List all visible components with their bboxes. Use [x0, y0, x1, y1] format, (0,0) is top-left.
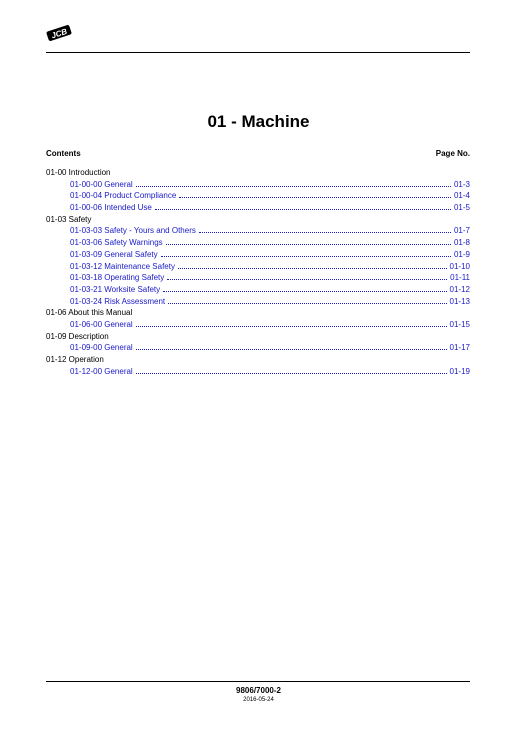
toc-entry-page: 01-5 — [453, 203, 470, 213]
toc-entry-page: 01-3 — [453, 179, 470, 189]
toc-entry-label: 01-03-21 Worksite Safety — [70, 284, 161, 294]
toc-entry-page: 01-7 — [453, 226, 470, 236]
toc-entry-label: 01-00-04 Product Compliance — [70, 191, 177, 201]
toc-entry-link[interactable] — [46, 296, 470, 308]
toc-entry-link[interactable] — [46, 319, 470, 331]
toc-section-heading: 01-12 Operation — [46, 355, 104, 364]
page-title: 01 - Machine — [207, 112, 310, 131]
toc-entry-page: 01-10 — [449, 261, 470, 271]
toc-section-heading: 01-00 Introduction — [46, 168, 111, 177]
dot-leader — [136, 179, 451, 187]
header-rule — [46, 52, 470, 53]
toc-entry-page: 01-17 — [449, 343, 470, 353]
dot-leader — [178, 261, 447, 269]
toc-entry-label: 01-03-12 Maintenance Safety — [70, 261, 175, 271]
table-of-contents — [46, 167, 470, 377]
toc-entry-label: 01-03-18 Operating Safety — [70, 273, 165, 283]
toc-entry-link[interactable] — [46, 225, 470, 237]
toc-entry-page: 01-13 — [449, 296, 470, 306]
dot-leader — [179, 190, 451, 198]
dot-leader — [136, 319, 447, 327]
toc-entry-page: 01-12 — [449, 284, 470, 294]
toc-entry-label: 01-06-00 General — [70, 319, 133, 329]
dot-leader — [161, 249, 451, 257]
toc-entry-label: 01-03-03 Safety - Yours and Others — [70, 226, 196, 236]
toc-entry-link[interactable] — [46, 190, 470, 202]
toc-entry-label: 01-03-06 Safety Warnings — [70, 238, 163, 248]
svg-text:JCB: JCB — [50, 26, 69, 41]
toc-entry-link[interactable] — [46, 249, 470, 261]
toc-entry-label: 01-09-00 General — [70, 343, 133, 353]
document-number: 9806/7000-2 — [236, 686, 281, 695]
dot-leader — [136, 366, 447, 374]
toc-entry-label: 01-03-09 General Safety — [70, 249, 158, 259]
toc-entry-label: 01-12-00 General — [70, 366, 133, 376]
toc-entry-page: 01-15 — [449, 319, 470, 329]
toc-entry-link[interactable] — [46, 284, 470, 296]
toc-entry-link[interactable] — [46, 202, 470, 214]
toc-entry-label: 01-00-06 Intended Use — [70, 203, 152, 213]
dot-leader — [199, 225, 451, 233]
toc-entry-page: 01-9 — [453, 249, 470, 259]
toc-section-heading: 01-06 About this Manual — [46, 308, 133, 318]
page-no-heading: Page No. — [435, 149, 470, 158]
toc-entry-link[interactable] — [46, 261, 470, 273]
dot-leader — [166, 237, 451, 245]
toc-entry-page: 01-11 — [450, 273, 470, 283]
dot-leader — [155, 202, 451, 210]
toc-section-heading: 01-09 Description — [46, 331, 109, 341]
toc-entry-link[interactable] — [46, 237, 470, 249]
dot-leader — [136, 342, 447, 350]
dot-leader — [163, 284, 446, 292]
contents-heading: Contents — [46, 149, 81, 158]
toc-entry-label: 01-03-24 Risk Assessment — [70, 296, 166, 306]
toc-entry-page: 01-4 — [453, 191, 470, 201]
toc-entry-page: 01-8 — [453, 238, 470, 248]
dot-leader — [168, 296, 446, 304]
toc-entry-link[interactable] — [46, 366, 470, 378]
jcb-logo — [46, 25, 72, 41]
document-date: 2016-05-24 — [243, 697, 274, 703]
toc-entry-page: 01-19 — [449, 366, 470, 376]
toc-entry-link[interactable] — [46, 179, 470, 191]
toc-entry-link[interactable] — [46, 342, 470, 354]
toc-section-heading: 01-03 Safety — [46, 214, 92, 224]
toc-entry-label: 01-00-00 General — [70, 179, 133, 189]
dot-leader — [167, 272, 447, 280]
footer-rule — [46, 681, 470, 682]
toc-entry-link[interactable] — [46, 272, 470, 284]
